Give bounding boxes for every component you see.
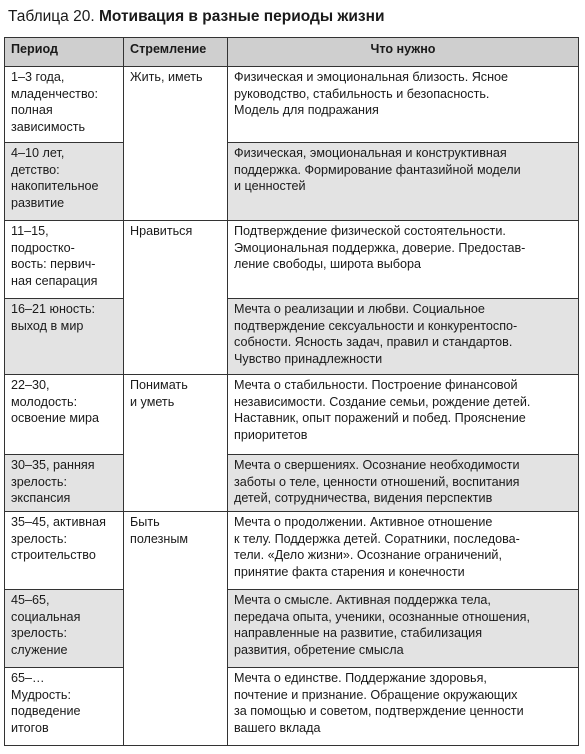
- table-caption: [8, 7, 385, 27]
- aspiration-cell: Нравиться: [124, 221, 228, 375]
- needs-cell: Мечта о единстве. Поддержание здоровья, почтение и признание. Обращение окружающих за помощью и советом, подтверждение ценности вашего вклада: [228, 668, 579, 746]
- needs-cell: Мечта о реализации и любви. Социальное подтверждение сексуальности и конкурентоспо- собности. Ясность задач, правил и стандартов. Чувство принадлежности: [228, 299, 579, 375]
- aspiration-cell: Жить, иметь: [124, 67, 228, 221]
- needs-cell: Подтверждение физической состоятельности. Эмоциональная поддержка, доверие. Предостав- ление свободы, широта выбора: [228, 221, 579, 299]
- header-aspiration: Стремление: [124, 38, 228, 67]
- period-cell: 1–3 года, младенчество: полная зависимость: [5, 67, 124, 143]
- period-cell: 16–21 юность: выход в мир: [5, 299, 124, 375]
- table-row: [5, 512, 579, 590]
- needs-cell: Физическая, эмоциональная и конструктивная поддержка. Формирование фантазийной модели и ценностей: [228, 143, 579, 221]
- table-row: [5, 299, 579, 375]
- period-cell: 22–30, молодость: освоение мира: [5, 375, 124, 455]
- table-row: [5, 590, 579, 668]
- needs-cell: Мечта о свершениях. Осознание необходимости заботы о теле, ценности отношений, воспитания детей, сотрудничества, видения перспектив: [228, 455, 579, 512]
- table-row: [5, 668, 579, 746]
- aspiration-cell: Быть полезным: [124, 512, 228, 746]
- table-row: [5, 67, 579, 143]
- period-cell: 11–15, подростко- вость: первич- ная сепарация: [5, 221, 124, 299]
- aspiration-cell: Понимать и уметь: [124, 375, 228, 512]
- needs-cell: Мечта о стабильности. Построение финансовой независимости. Создание семьи, рождение детей. Наставник, опыт поражений и побед. Прояснение приоритетов: [228, 375, 579, 455]
- needs-cell: Мечта о смысле. Активная поддержка тела, передача опыта, ученики, осознанные отношения, направленные на развитие, стабилизация развития, обретение смысла: [228, 590, 579, 668]
- period-cell: 4–10 лет, детство: накопительное развитие: [5, 143, 124, 221]
- header-period: Период: [5, 38, 124, 67]
- header-needs: Что нужно: [228, 38, 579, 67]
- table-header-row: [5, 38, 579, 67]
- period-cell: 65–… Мудрость: подведение итогов: [5, 668, 124, 746]
- period-cell: 35–45, активная зрелость: строительство: [5, 512, 124, 590]
- period-cell: 45–65, социальная зрелость: служение: [5, 590, 124, 668]
- table-row: [5, 143, 579, 221]
- needs-cell: Мечта о продолжении. Активное отношение к телу. Поддержка детей. Соратники, последова- тели. «Дело жизни». Осознание ограничений, принятие факта старения и конечности: [228, 512, 579, 590]
- table-row: [5, 375, 579, 455]
- caption-title: Мотивация в разные периоды жизни: [98, 8, 385, 25]
- caption-label: Таблица 20.: [8, 8, 95, 25]
- motivation-table: [4, 37, 579, 746]
- period-cell: 30–35, ранняя зрелость: экспансия: [5, 455, 124, 512]
- needs-cell: Физическая и эмоциональная близость. Ясное руководство, стабильность и безопасность. Модель для подражания: [228, 67, 579, 143]
- table-row: [5, 455, 579, 512]
- table-row: [5, 221, 579, 299]
